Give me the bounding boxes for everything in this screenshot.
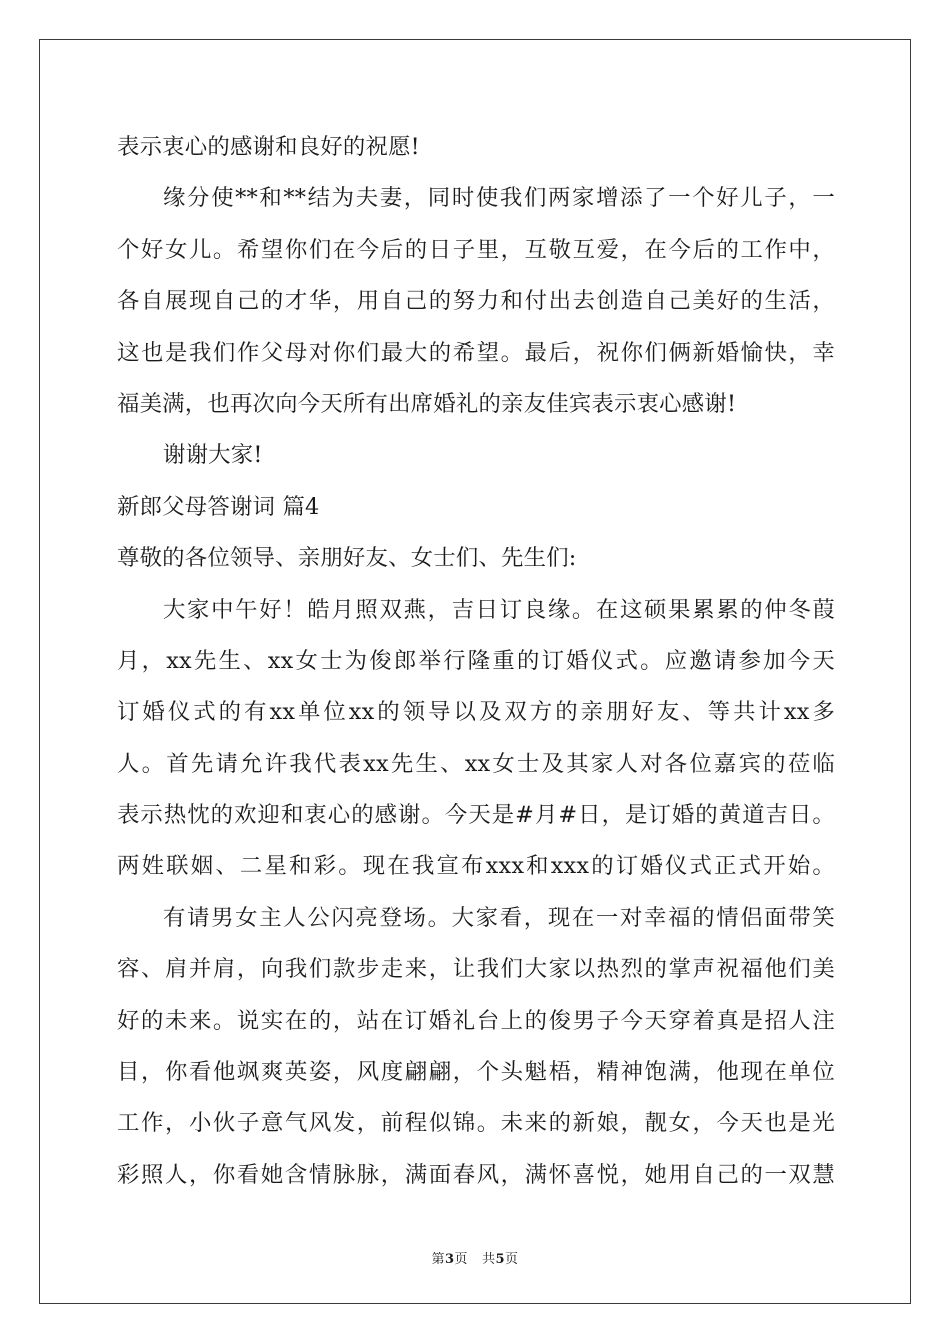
footer-page-suffix: 页 xyxy=(454,1252,469,1267)
text-line: 尊敬的各位领导、亲朋好友、女士们、先生们: xyxy=(117,545,577,572)
text-line: 各自展现自己的才华，用自己的努力和付出去创造自己美好的生活， xyxy=(117,288,835,315)
text-line: 缘分使**和**结为夫妻，同时使我们两家增添了一个好儿子，一 xyxy=(163,185,835,212)
footer-page-current: 3 xyxy=(444,1252,455,1267)
footer-total-prefix: 共 xyxy=(481,1252,496,1267)
text-line: 表示热忱的欢迎和衷心的感谢。今天是#月#日，是订婚的黄道吉日。 xyxy=(117,802,835,829)
text-line: 好的未来。说实在的，站在订婚礼台上的俊男子今天穿着真是招人注 xyxy=(117,1007,835,1034)
text-line: 这也是我们作父母对你们最大的希望。最后，祝你们俩新婚愉快，幸 xyxy=(117,339,835,366)
footer-page-total: 5 xyxy=(495,1252,506,1267)
text-line: 目，你看他飒爽英姿，风度翩翩，个头魁梧，精神饱满，他现在单位 xyxy=(117,1059,835,1086)
text-line: 福美满，也再次向今天所有出席婚礼的亲友佳宾表示衷心感谢! xyxy=(117,390,737,417)
footer-total-suffix: 页 xyxy=(505,1252,519,1267)
text-line: 人。首先请允许我代表xx先生、xx女士及其家人对各位嘉宾的莅临 xyxy=(117,750,835,777)
text-line: 两姓联姻、二星和彩。现在我宣布xxx和xxx的订婚仪式正式开始。 xyxy=(117,853,835,880)
document-body xyxy=(117,128,835,1207)
footer-page-prefix: 第 xyxy=(431,1252,445,1267)
text-line: 订婚仪式的有xx单位xx的领导以及双方的亲朋好友、等共计xx多 xyxy=(117,699,835,726)
text-line: 大家中午好！皓月照双燕，吉日订良缘。在这硕果累累的仲冬葭 xyxy=(163,596,835,623)
page-footer xyxy=(0,1248,950,1267)
text-line: 有请男女主人公闪亮登场。大家看，现在一对幸福的情侣面带笑 xyxy=(163,904,835,931)
text-line: 个好女儿。希望你们在今后的日子里，互敬互爱，在今后的工作中， xyxy=(117,236,835,263)
text-line: 新郎父母答谢词 篇4 xyxy=(117,493,320,520)
text-line: 彩照人，你看她含情脉脉，满面春风，满怀喜悦，她用自己的一双慧 xyxy=(117,1161,835,1188)
text-line: 容、肩并肩，向我们款步走来，让我们大家以热烈的掌声祝福他们美 xyxy=(117,956,835,983)
text-line: 工作，小伙子意气风发，前程似锦。未来的新娘，靓女，今天也是光 xyxy=(117,1110,835,1137)
text-line: 月，xx先生、xx女士为俊郎举行隆重的订婚仪式。应邀请参加今天 xyxy=(117,647,835,674)
text-line: 表示衷心的感谢和良好的祝愿! xyxy=(117,134,420,160)
text-line: 谢谢大家! xyxy=(163,442,263,469)
